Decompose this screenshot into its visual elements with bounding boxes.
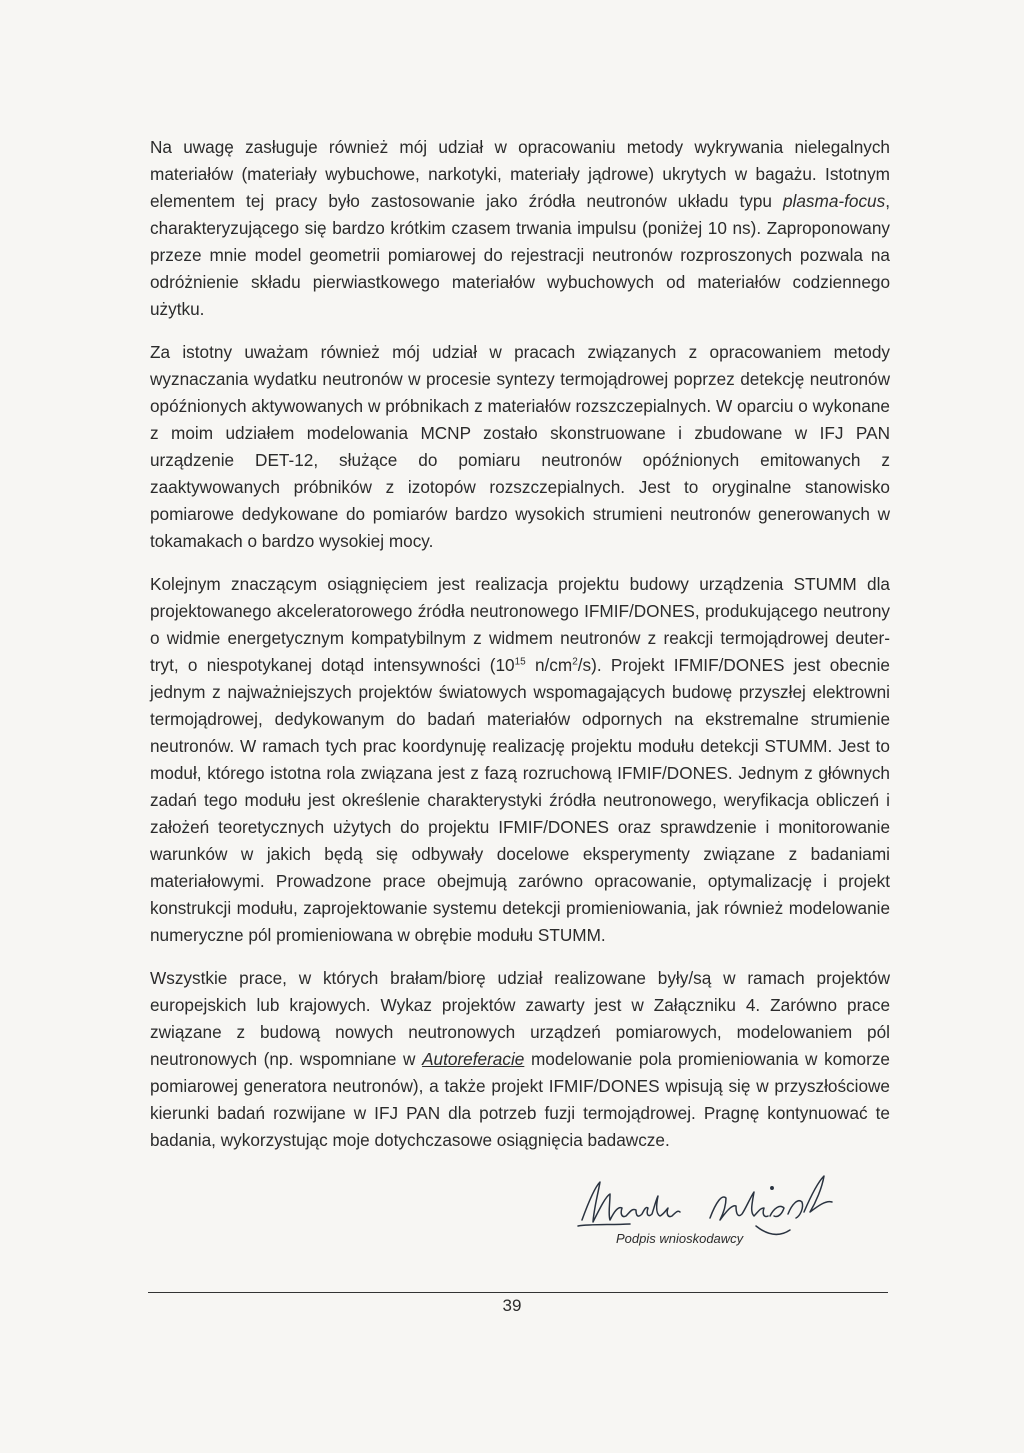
signature-block: [560, 1168, 890, 1258]
paragraph-stumm-project: [150, 571, 890, 949]
paragraph-text: Na uwagę zasługuje również mój udział w opracowaniu metody wykrywania nielegalnych materiałów (materiały wybuchowe, narkotyki, materiały jądrowe) ukrytych w bagażu. Istotnym elementem tej pracy było zastosowanie jako źródła neutronów układu typu: [150, 137, 890, 211]
paragraph-text: , charakteryzującego się bardzo krótkim czasem trwania impulsu (poniżej 10 ns). Zaproponowany przeze mnie model geometrii pomiarowej do rejestracji neutronów rozproszonych pozwala na odróżnienie składu pierwiastkowego materiałów wybuchowych od materiałów codziennego użytku.: [150, 191, 890, 319]
superscript-exponent: 15: [514, 656, 526, 668]
superscript-exponent: 2: [572, 656, 578, 668]
paragraph-text: /s). Projekt IFMIF/DONES jest obecnie jednym z najważniejszych projektów światowych wspomagających budowę przyszłej elektrowni termojądrowej, dedykowanym do badań materiałów odpornych na ekstremalne strumienie neutronów. W ramach tych prac koordynuję realizację projektu modułu detekcji STUMM. Jest to moduł, którego istotna rola związana jest z fazą rozruchową IFMIF/DONES. Jednym z głównych zadań tego modułu jest określenie charakterystyki źródła neutronowego, weryfikacja obliczeń i założeń teoretycznych użytych do projektu IFMIF/DONES oraz sprawdzenie i monitorowanie warunków w jakich będą się odbywały docelowe eksperymenty związane z badaniami materiałowymi. Prowadzone prace obejmują zarówno opracowanie, optymalizację i projekt konstrukcji modułu, zaprojektowanie systemu detekcji promieniowania, jak również modelowanie numeryczne pól promieniowana w obrębie modułu STUMM.: [150, 655, 890, 945]
paragraph-neutron-yield: Za istotny uważam również mój udział w pracach związanych z opracowaniem metody wyznaczania wydatku neutronów w procesie syntezy termojądrowej poprzez detekcję neutronów opóźnionych aktywowanych w próbnikach z materiałów rozszczepialnych. W oparciu o wykonane z moim udziałem modelowania MCNP zostało skonstruowane i zbudowane w IFJ PAN urządzenie DET-12, służące do pomiaru neutronów opóźnionych emitowanych z zaaktywowanych próbników z izotopów rozszczepialnych. Jest to oryginalne stanowisko pomiarowe dedykowane do pomiarów bardzo wysokich strumieni neutronów generowanych w tokamakach o bardzo wysokiej mocy.: [150, 342, 890, 551]
paragraph-text: Kolejnym znaczącym osiągnięciem jest realizacja projektu budowy urządzenia STUMM dla projektowanego akceleratorowego źródła neutronowego IFMIF/DONES, produkującego neutrony o widmie energetycznym kompatybilnym z widmem neutronów z reakcji termojądrowej deuter-tryt, o niespotykanej dotąd intensywności (10: [150, 574, 890, 675]
signature-caption: Podpis wnioskodawcy: [616, 1231, 744, 1246]
italic-term: plasma-focus: [783, 191, 886, 211]
paragraph-projects-summary: [150, 965, 890, 1154]
italic-underlined-term: Autoreferacie: [422, 1049, 525, 1069]
paragraph-text: Wszystkie prace, w których brałam/biorę udział realizowane były/są w ramach projektów europejskich lub krajowych. Wykaz projektów zawarty jest w Załączniku 4. Zarówno prace związane z budową nowych neutronowych urządzeń pomiarowych, modelowaniem pól neutronowych (np. wspomniane w: [150, 968, 890, 1069]
page-number: 39: [502, 1296, 522, 1315]
paragraph-text: modelowanie pola promieniowania w komorze pomiarowej generatora neutronów), a także projekt IFMIF/DONES wpisują się w przyszłościowe kierunki badań rozwijane w IFJ PAN dla potrzeb fuzji termojądrowej. Pragnę kontynuować te badania, wykorzystując moje dotychczasowe osiągnięcia badawcze.: [150, 1049, 890, 1150]
document-body: [150, 134, 890, 1170]
paragraph-explosives-detection: [150, 134, 890, 323]
paragraph-text: n/cm: [525, 655, 573, 675]
footer-divider: [148, 1292, 888, 1293]
